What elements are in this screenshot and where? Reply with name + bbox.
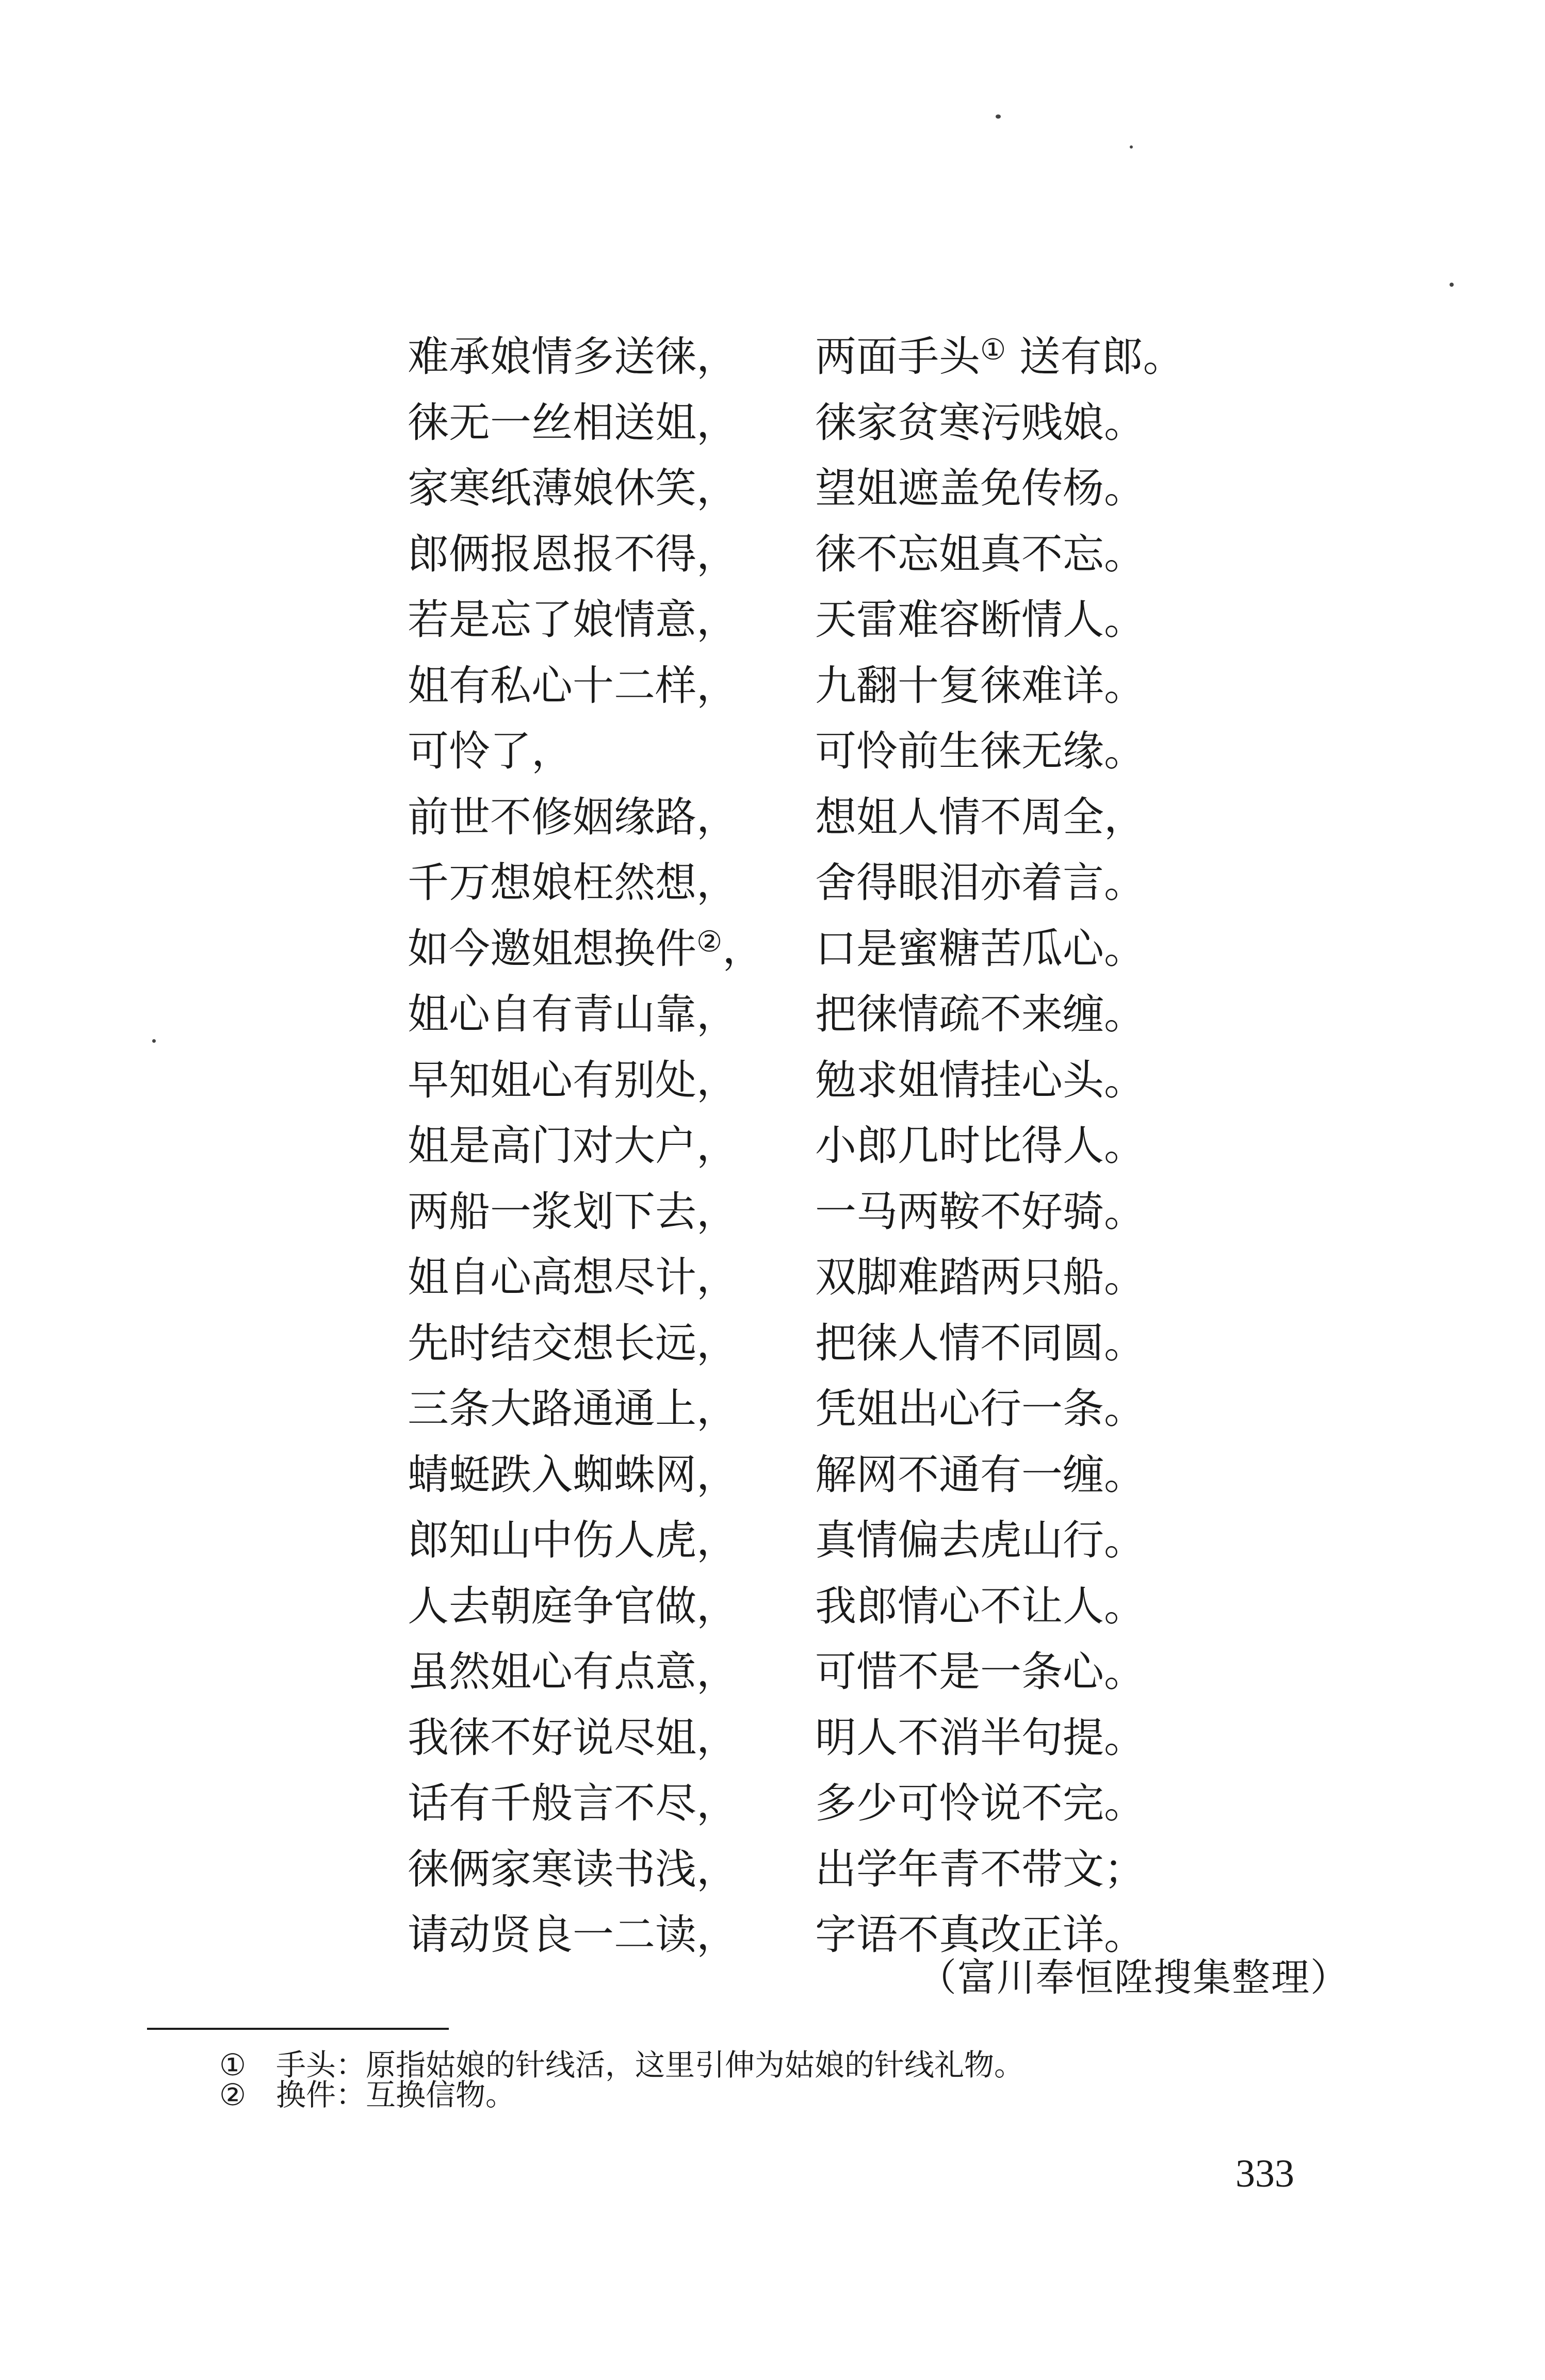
poem-line-right: 两面手头① 送有郎。 — [815, 333, 1184, 381]
scan-speck — [1130, 145, 1133, 149]
poem-line-left: 姐有私心十二样， — [408, 661, 738, 710]
poem-row — [408, 1113, 1377, 1179]
poem-line-left: 如今邀姐想换件②， — [408, 924, 764, 973]
poem-row — [408, 1310, 1377, 1376]
poem-row — [408, 653, 1377, 719]
poem-row — [408, 521, 1377, 587]
footnote-text: 换件：互换信物。 — [276, 2077, 516, 2112]
poem-row — [408, 981, 1377, 1047]
poem-line-right: 双脚难踏两只船。 — [815, 1253, 1145, 1301]
poem-line-right: 九翻十复徕难详。 — [815, 661, 1145, 710]
poem-line-right: 勉求姐情挂心头。 — [815, 1056, 1145, 1104]
poem-line-right: 出学年青不带文； — [815, 1845, 1145, 1893]
poem-line-left: 两船一浆划下去， — [408, 1187, 738, 1236]
poem-line-right: 天雷难容断情人。 — [815, 596, 1145, 644]
poem-line-left: 郎知山中伤人虎， — [408, 1516, 738, 1564]
collector-credit: （富川奉恒陞搜集整理） — [918, 1956, 1349, 2000]
poem-line-right: 望姐遮盖免传杨。 — [815, 464, 1145, 512]
poem-row — [408, 587, 1377, 653]
poem-row — [408, 1179, 1377, 1245]
poem-row — [408, 455, 1377, 521]
poem-line-right: 徕家贫寒污贱娘。 — [815, 398, 1145, 447]
poem-line-left: 千万想娘枉然想， — [408, 859, 738, 907]
poem-row — [408, 1507, 1377, 1573]
poem-line-left: 郎俩报恩报不得， — [408, 530, 738, 578]
poem-line-right: 字语不真改正详。 — [815, 1911, 1145, 1959]
poem-line-left: 难承娘情多送徕， — [408, 333, 738, 381]
scan-speck — [996, 114, 1001, 119]
poem-line-left: 我徕不好说尽姐， — [408, 1713, 738, 1762]
poem-row — [408, 1705, 1377, 1771]
poem-line-right: 可怜前生徕无缘。 — [815, 727, 1145, 775]
footnote-text: 手头：原指姑娘的针线活，这里引伸为姑娘的针线礼物。 — [276, 2047, 1024, 2082]
footnote-divider — [147, 2028, 449, 2030]
poem-line-right: 凭姐出心行一条。 — [815, 1385, 1145, 1433]
poem-line-left: 徕俩家寒读书浅， — [408, 1845, 738, 1893]
scan-speck — [152, 1039, 156, 1043]
poem-line-right: 可惜不是一条心。 — [815, 1648, 1145, 1696]
poem-line-left: 姐是高门对大户， — [408, 1122, 738, 1170]
poem-row — [408, 1639, 1377, 1705]
poem-row — [408, 390, 1377, 456]
poem-line-left: 前世不修姻缘路， — [408, 793, 738, 841]
poem-line-right: 小郎几时比得人。 — [815, 1122, 1145, 1170]
poem-line-left: 家寒纸薄娘休笑， — [408, 464, 738, 512]
footnote-number: ② — [219, 2077, 246, 2112]
poem-row — [408, 784, 1377, 850]
poem-row — [408, 1770, 1377, 1836]
poem-line-right: 想姐人情不周全， — [815, 793, 1145, 841]
poem-row — [408, 1836, 1377, 1902]
poem-line-right: 我郎情心不让人。 — [815, 1582, 1145, 1630]
poem-row — [408, 1244, 1377, 1310]
poem-row — [408, 916, 1377, 982]
poem-line-right: 口是蜜糖苦瓜心。 — [815, 924, 1145, 973]
poem-line-left: 先时结交想长远， — [408, 1319, 738, 1367]
poem-line-right: 解网不通有一缠。 — [815, 1450, 1145, 1499]
poem-line-left: 请动贤良一二读， — [408, 1911, 738, 1959]
poem-line-left: 三条大路通通上， — [408, 1385, 738, 1433]
poem-row — [408, 718, 1377, 784]
poem-row — [408, 1442, 1377, 1508]
poem-row — [408, 1573, 1377, 1639]
footnote-number: ① — [219, 2047, 246, 2082]
page-number: 333 — [1235, 2152, 1294, 2195]
poem-line-left: 若是忘了娘情意， — [408, 596, 738, 644]
poem-row — [408, 850, 1377, 916]
poem-line-left: 早知姐心有别处， — [408, 1056, 738, 1104]
poem-row — [408, 1047, 1377, 1113]
poem-line-left: 姐自心高想尽计， — [408, 1253, 738, 1301]
footnote-marker: ② — [696, 925, 723, 959]
poem-row — [408, 324, 1377, 390]
poem-body — [408, 324, 1377, 1968]
footnote-marker: ① — [980, 333, 1006, 367]
poem-line-left: 虽然姐心有点意， — [408, 1648, 738, 1696]
poem-line-left: 蜻蜓跌入蜘蛛网， — [408, 1450, 738, 1499]
poem-line-right: 徕不忘姐真不忘。 — [815, 530, 1145, 578]
poem-line-right: 舍得眼泪亦着言。 — [815, 859, 1145, 907]
poem-line-right: 一马两鞍不好骑。 — [815, 1187, 1145, 1236]
poem-line-right: 明人不消半句提。 — [815, 1713, 1145, 1762]
poem-line-right: 把徕情疏不来缠。 — [815, 990, 1145, 1038]
poem-line-right: 多少可怜说不完。 — [815, 1779, 1145, 1827]
poem-line-left: 徕无一丝相送姐， — [408, 398, 738, 447]
poem-line-left: 可怜了， — [408, 727, 573, 775]
poem-row — [408, 1376, 1377, 1442]
poem-line-left: 姐心自有青山靠， — [408, 990, 738, 1038]
poem-line-right: 真情偏去虎山行。 — [815, 1516, 1145, 1564]
poem-line-left: 话有千般言不尽， — [408, 1779, 738, 1827]
poem-line-left: 人去朝庭争官做， — [408, 1582, 738, 1630]
scan-speck — [1450, 283, 1454, 287]
poem-line-right: 把徕人情不同圆。 — [815, 1319, 1145, 1367]
